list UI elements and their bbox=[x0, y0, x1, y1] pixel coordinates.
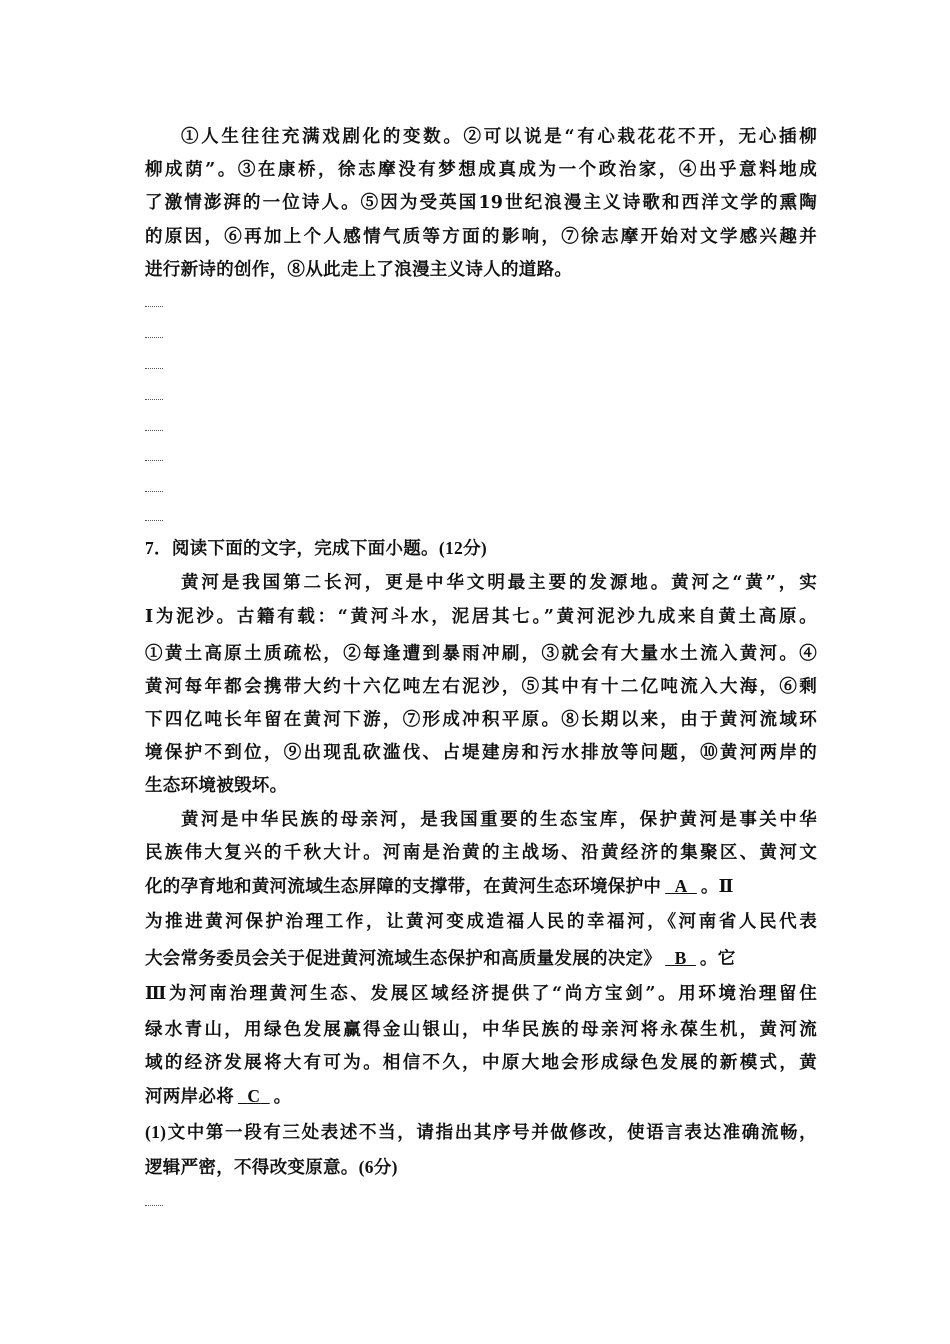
para1-line-4: 的原因，⑥再加上个人感情气质等方面的影响，⑦徐志摩开始对文学感兴趣并 bbox=[145, 227, 817, 247]
blank-c-label: C bbox=[247, 1086, 261, 1106]
para1-line-2: 柳成荫”。③在康桥，徐志摩没有梦想成真成为一个政治家，④出乎意料地成 bbox=[145, 160, 817, 180]
q7-para2-line-9 bbox=[145, 1084, 817, 1109]
q7-para2-line-5-text: 大会常务委员会关于促进黄河流域生态保护和高质量发展的决定》 bbox=[145, 949, 662, 969]
question-7-title: 7．阅读下面的文字，完成下面小题。(12分) bbox=[145, 538, 488, 558]
answer-line[interactable] bbox=[145, 518, 163, 521]
q7-para2-line-8: 域的经济发展将大有可为。相信不久，中原大地会形成绿色发展的新模式，黄 bbox=[145, 1053, 817, 1073]
q7-para2-line-4: 为推进黄河保护治理工作，让黄河变成造福人民的幸福河，《河南省人民代表 bbox=[145, 912, 817, 932]
answer-line[interactable] bbox=[145, 1203, 163, 1206]
q7-para2-line-6: Ⅲ为河南治理黄河生态、发展区域经济提供了“尚方宝剑”。用环境治理留住 bbox=[145, 984, 817, 1004]
answer-line[interactable] bbox=[145, 489, 163, 492]
q7-para1-line-2: Ⅰ为泥沙。古籍有载：“黄河斗水，泥居其七。”黄河泥沙九成来自黄土高原。 bbox=[145, 607, 817, 627]
q7-para1-line-6: 境保护不到位，⑨出现乱砍滥伐、占堤建房和污水排放等问题，⑩黄河两岸的 bbox=[145, 743, 817, 763]
q7-para2-line-7: 绿水青山，用绿色发展赢得金山银山，中华民族的母亲河将永葆生机，黄河流 bbox=[145, 1020, 817, 1040]
para1-line-5: 进行新诗的创作，⑧从此走上了浪漫主义诗人的道路。 bbox=[145, 260, 573, 280]
q7-para1-line-1: 黄河是我国第二长河，更是中华文明最主要的发源地。黄河之“黄”，实 bbox=[181, 573, 817, 593]
blank-a[interactable] bbox=[661, 876, 701, 896]
answer-line[interactable] bbox=[145, 397, 163, 400]
blank-b-label: B bbox=[674, 948, 687, 968]
sub-question-1-line-1: (1)文中第一段有三处表述不当，请指出其序号并做修改，使语言表达准确流畅， bbox=[145, 1122, 817, 1142]
q7-para1-line-3: ①黄土高原土质疏松，②每逢遭到暴雨冲刷，③就会有大量水土流入黄河。④ bbox=[145, 644, 817, 664]
q7-para2-line-3-tail: 。Ⅱ bbox=[700, 877, 734, 897]
q7-para2-line-3-text: 化的孕育地和黄河流域生态屏障的支撑带，在黄河生态环境保护中 bbox=[145, 877, 662, 897]
q7-para2-line-3 bbox=[145, 874, 817, 899]
q7-para1-line-7: 生态环境被毁坏。 bbox=[145, 776, 288, 796]
q7-para2-line-5 bbox=[145, 946, 817, 971]
blank-c[interactable] bbox=[234, 1086, 274, 1106]
q7-para1-line-4: 黄河每年都会携带大约十六亿吨左右泥沙，⑤其中有十二亿吨流入大海，⑥剩 bbox=[145, 677, 817, 697]
answer-line[interactable] bbox=[145, 458, 163, 461]
q7-para2-line-2: 民族伟大复兴的千秋大计。河南是治黄的主战场、沿黄经济的集聚区、黄河文 bbox=[145, 843, 817, 863]
answer-line[interactable] bbox=[145, 304, 163, 307]
para1-line-1: ①人生往往充满戏剧化的变数。②可以说是“有心栽花花不开，无心插柳 bbox=[181, 127, 817, 147]
blank-a-label: A bbox=[674, 876, 688, 896]
q7-para2-line-9-tail: 。 bbox=[273, 1087, 292, 1107]
q7-para2-line-9-text: 河两岸必将 bbox=[145, 1087, 234, 1107]
para1-line-3: 了激情澎湃的一位诗人。⑤因为受英国19世纪浪漫主义诗歌和西洋文学的熏陶 bbox=[145, 193, 817, 213]
q7-para2-line-1: 黄河是中华民族的母亲河，是我国重要的生态宝库，保护黄河是事关中华 bbox=[181, 810, 817, 830]
q7-para2-line-5-tail: 。它 bbox=[699, 949, 736, 969]
sub-question-1-line-2: 逻辑严密，不得改变原意。(6分) bbox=[145, 1157, 398, 1177]
answer-line[interactable] bbox=[145, 428, 163, 431]
answer-line[interactable] bbox=[145, 366, 163, 369]
answer-line[interactable] bbox=[145, 335, 163, 338]
q7-para1-line-5: 下四亿吨长年留在黄河下游，⑦形成冲积平原。⑧长期以来，由于黄河流域环 bbox=[145, 710, 817, 730]
blank-b[interactable] bbox=[661, 948, 700, 968]
